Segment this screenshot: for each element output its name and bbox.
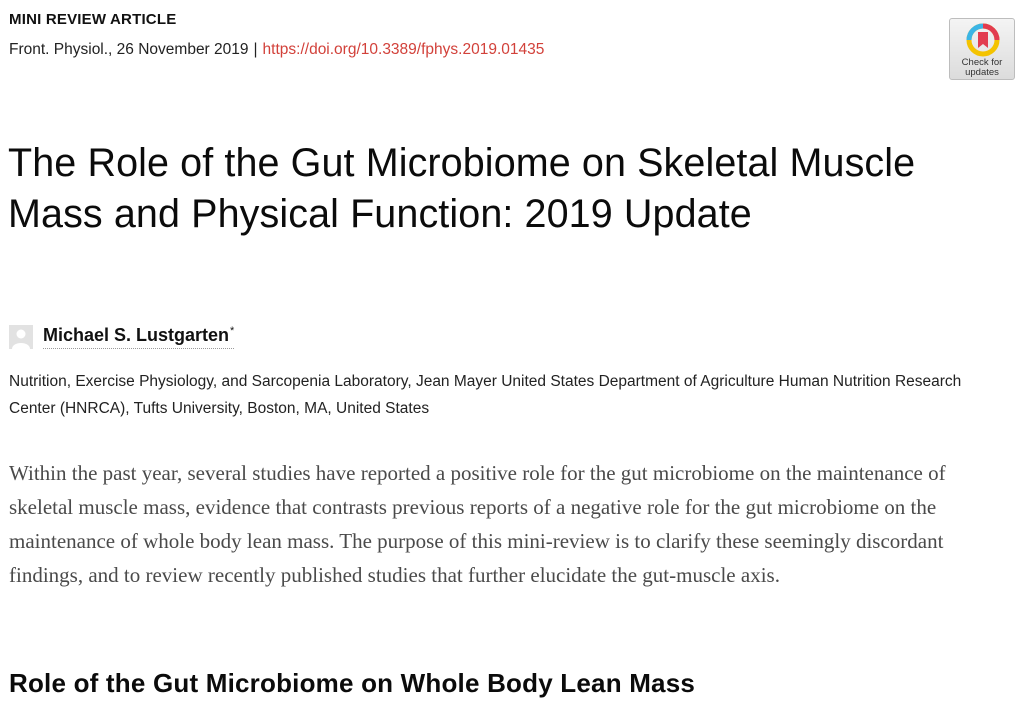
corresponding-author-marker: * (230, 325, 235, 337)
crossmark-icon (966, 23, 1000, 57)
meta-separator: | (253, 41, 258, 58)
author-affiliation: Nutrition, Exercise Physiology, and Sarcopenia Laboratory, Jean Mayer United States Department of Agriculture Human Nutrition Research Center (HNRCA), Tufts University, Boston, MA, United States (9, 373, 962, 417)
article-title: The Role of the Gut Microbiome on Skeletal Muscle Mass and Physical Function: 2019 Update (8, 141, 916, 236)
author-avatar-icon (9, 325, 33, 349)
author-name-link[interactable] (43, 325, 234, 349)
article-type-label: MINI REVIEW ARTICLE (9, 11, 177, 28)
doi-link[interactable]: https://doi.org/10.3389/fphys.2019.01435 (262, 41, 545, 58)
section-heading: Role of the Gut Microbiome on Whole Body Lean Mass (9, 668, 696, 698)
article-meta (9, 41, 544, 59)
check-for-updates-label: Check for updates (961, 57, 1003, 78)
author-name: Michael S. Lustgarten (43, 325, 230, 345)
abstract-text: Within the past year, several studies have reported a positive role for the gut microbiome on the maintenance of skeletal muscle mass, evidence that contrasts previous reports of a negative role for the gut microbiome on the maintenance of whole body lean mass. The purpose of this mini-review is to clarify these seemingly discordant findings, and to review recently published studies that further elucidate the gut-muscle axis. (9, 461, 946, 587)
journal-date: Front. Physiol., 26 November 2019 (9, 41, 249, 58)
check-for-updates-button[interactable] (949, 18, 1015, 80)
